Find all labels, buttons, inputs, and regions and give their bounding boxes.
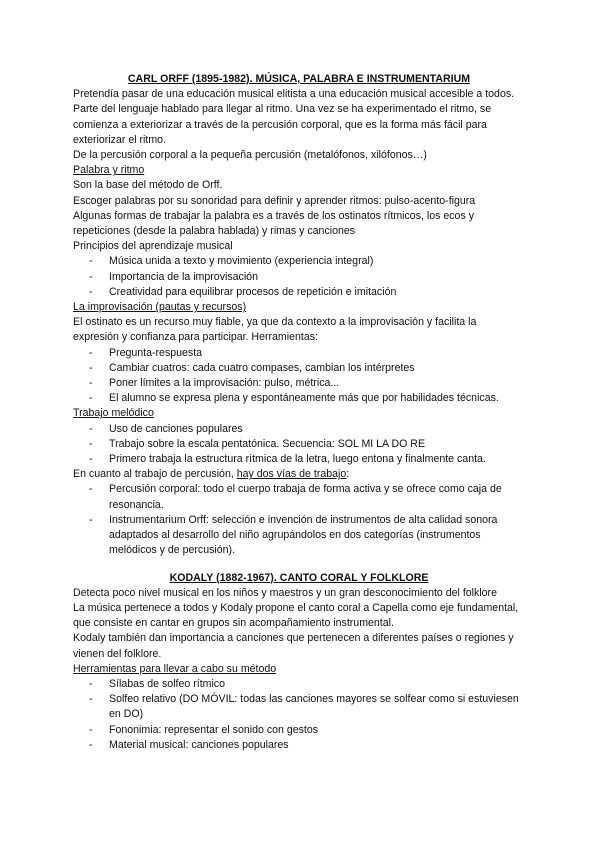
improv-list <box>73 346 525 407</box>
list-item: - Solfeo relativo (DO MÓVIL: todas las canciones mayores se solfear como si estuviesen en DO) <box>73 692 525 722</box>
percusion-text-post: : <box>346 468 350 481</box>
melodico-heading: Trabajo melódico <box>73 407 154 420</box>
orff-intro-1: Pretendía pasar de una educación musical elitista a una educación musical accesible a todos. <box>73 88 515 101</box>
kodaly-intro-1: Detecta poco nivel musical en los niños y maestros y un gran desconocimiento del folklore <box>73 586 497 599</box>
list-item: - Cambiar cuatros: cada cuatro compases, cambian los intérpretes <box>73 361 525 376</box>
palabra-heading: Palabra y ritmo <box>73 164 145 177</box>
kodaly-herr-list <box>73 677 525 753</box>
list-item: - Creatividad para equilibrar procesos de repetición e imitación <box>73 285 525 300</box>
list-item: - Percusión corporal: todo el cuerpo trabaja de forma activa y se ofrece como caja de resonancia. <box>73 482 525 512</box>
percusion-text-underlined: hay dos vías de trabajo <box>236 468 347 481</box>
list-item: - Primero trabaja la estructura rítmica de la letra, luego entona y finalmente canta. <box>73 452 525 467</box>
principios-list <box>73 254 525 300</box>
improv-text: El ostinato es un recurso muy fiable, ya que da contexto a la improvisación y facilita la expresión y confianza para participar. Herramientas: <box>73 316 477 344</box>
palabra-text-4: Principios del aprendizaje musical <box>73 240 233 253</box>
kodaly-title: KODALY (1882-1967). CANTO CORAL Y FOLKLORE <box>169 571 429 584</box>
list-item: - Pregunta-respuesta <box>73 346 525 361</box>
orff-title: CARL ORFF (1895-1982). MÚSICA, PALABRA E INSTRUMENTARIUM <box>127 73 471 85</box>
percusion-text <box>73 467 525 482</box>
kodaly-herr-heading: Herramientas para llevar a cabo su método <box>73 662 277 675</box>
palabra-text-1: Son la base del método de Orff. <box>73 179 223 192</box>
list-item: - Uso de canciones populares <box>73 422 525 437</box>
list-item: - Fononimia: representar el sonido con gestos <box>73 723 525 738</box>
orff-intro-2: Parte del lenguaje hablado para llegar al ritmo. Una vez se ha experimentado el ritmo, se comienza a exteriorizar a través de la percusión corporal, que es la forma más fácil para exteriorizar el ritmo. <box>73 103 492 146</box>
percusion-text-pre: En cuanto al trabajo de percusión, <box>73 468 237 481</box>
kodaly-intro-3: Kodaly también dan importancia a canciones que pertenecen a diferentes países o regiones y vienen del folklore. <box>73 632 514 660</box>
list-item: - Instrumentarium Orff: selección e invención de instrumentos de alta calidad sonora adaptados al desarrollo del niño agrupándolos en dos categorías (instrumentos melódicos y de percusión). <box>73 513 525 559</box>
melodico-list <box>73 422 525 468</box>
list-item: - El alumno se expresa plena y espontáneamente más que por habilidades técnicas. <box>73 391 525 406</box>
section-gap <box>73 559 525 571</box>
list-item: - Trabajo sobre la escala pentatónica. Secuencia: SOL MI LA DO RE <box>73 437 525 452</box>
list-item: - Sílabas de solfeo rítmico <box>73 677 525 692</box>
document-page <box>73 72 525 753</box>
kodaly-intro-2: La música pertenece a todos y Kodaly propone el canto coral a Capella como eje fundamental, que consiste en cantar en grupos sin acompañamiento instrumental. <box>73 601 519 630</box>
orff-intro-3: De la percusión corporal a la pequeña percusión (metalófonos, xilófonos…) <box>73 149 427 162</box>
list-item: - Importancia de la improvisación <box>73 270 525 285</box>
improv-heading: La improvisación (pautas y recursos) <box>73 301 247 314</box>
vias-list <box>73 482 525 558</box>
list-item: - Poner límites a la improvisación: pulso, métrica... <box>73 376 525 391</box>
palabra-text-3: Algunas formas de trabajar la palabra es a través de los ostinatos rítmicos, los ecos y repeticiones (desde la palabra hablada) y rimas y canciones <box>73 209 474 238</box>
palabra-text-2: Escoger palabras por su sonoridad para definir y aprender ritmos: pulso-acento-figura <box>73 194 476 207</box>
list-item: - Música unida a texto y movimiento (experiencia integral) <box>73 254 525 269</box>
list-item: - Material musical: canciones populares <box>73 738 525 753</box>
